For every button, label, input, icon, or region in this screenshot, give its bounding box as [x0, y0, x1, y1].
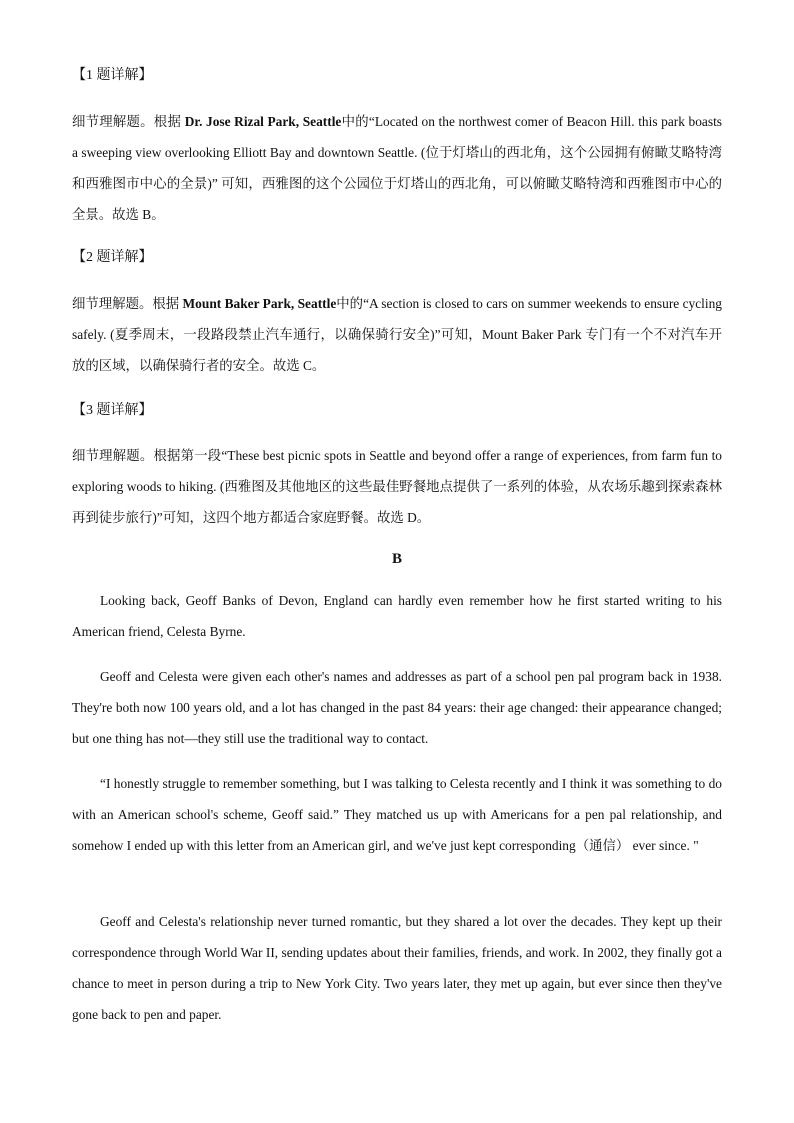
- explanation-3-prefix: 细节理解题。根据第一段“These best picnic spots in Seattle and beyond offer a range of experiences, from farm fun to exploring woods to hiking. (西雅图及其他地区的这些最佳野餐地点提供了一系列的体验，从农场乐趣到探索森林再到徒步旅行)”可知，这四个地方都适合家庭野餐。故选 D。: [72, 448, 722, 525]
- section-letter: B: [391, 551, 402, 567]
- explanation-1-park-name: Dr. Jose Rizal Park, Seattle: [184, 114, 342, 129]
- explanation-2-prefix: 细节理解题。根据: [72, 296, 183, 311]
- explanation-2-heading: 【2 题详解】: [72, 250, 153, 265]
- explanation-2-text: [72, 288, 722, 381]
- explanation-1-text: [72, 106, 722, 230]
- explanation-1-heading: 【1 题详解】: [72, 68, 153, 83]
- explanation-1-prefix: 细节理解题。根据: [72, 114, 185, 129]
- explanation-3-heading: 【3 题详解】: [72, 403, 153, 418]
- passage-paragraph-3: “I honestly struggle to remember something, but I was talking to Celesta recently and I think it was something to do with an American school's scheme, Geoff said.” They matched us up with Americans for a pen pal relationship, and somehow I ended up with this letter from an American girl, and we've just kept corresponding（通信） ever since. ": [72, 776, 722, 853]
- passage-paragraph-4: Geoff and Celesta's relationship never turned romantic, but they shared a lot over the decades. They kept up their correspondence through World War II, sending updates about their families, friends, and work. In 2002, they finally got a chance to meet in person during a trip to New York City. Two years later, they met up again, but ever since then they've gone back to pen and paper.: [72, 914, 722, 1022]
- explanation-1-body: 中的“Located on the northwest comer of Beacon Hill. this park boasts a sweeping view overlooking Elliott Bay and downtown Seattle. (位于灯塔山的西北角，这个公园拥有俯瞰艾略特湾和西雅图市中心的全景)” 可知，西雅图的这个公园位于灯塔山的西北角，可以俯瞰艾略特湾和西雅图市中心的全景。故选 B。: [72, 114, 722, 222]
- passage-paragraph-1: Looking back, Geoff Banks of Devon, England can hardly even remember how he first started writing to his American friend, Celesta Byrne.: [72, 593, 722, 639]
- explanation-2-body: 中的“A section is closed to cars on summer weekends to ensure cycling safely. (夏季周末，一段路段禁止汽车通行，以确保骑行安全)”可知，Mount Baker Park 专门有一个不对汽车开放的区域，以确保骑行者的安全。故选 C。: [72, 296, 722, 373]
- explanation-2-park-name: Mount Baker Park, Seattle: [182, 296, 337, 311]
- explanation-3-text: [72, 440, 722, 533]
- passage-paragraph-2: Geoff and Celesta were given each other's names and addresses as part of a school pen pal program back in 1938. They're both now 100 years old, and a lot has changed in the past 84 years: their age changed: their appearance changed; but one thing has not—they still use the traditional way to contact.: [72, 669, 722, 746]
